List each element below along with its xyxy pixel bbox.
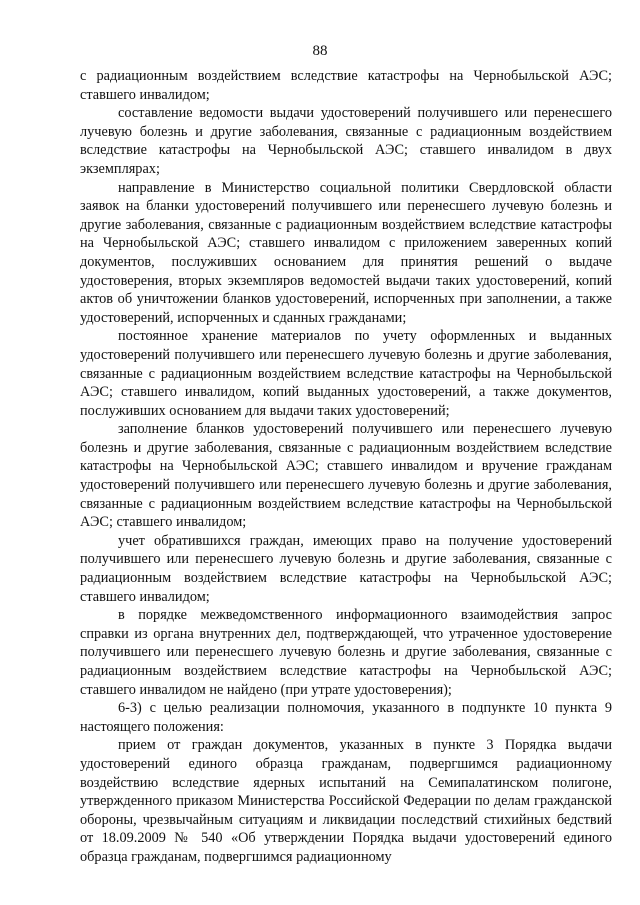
paragraph-document-intake: прием от граждан документов, указанных в пункте 3 Порядка выдачи удостоверений единого образца гражданам, подвергшимся радиационному воздействию вследствие ядерных испытаний на Семипалатинском полигоне, утвержденного приказом Министерства Российской Федерации по делам гражданской обороны, чрезвычайным ситуациям и ликвидации последствий стихийных бедствий от 18.09.2009 № 540 «Об утверждении Порядка выдачи удостоверений единого образца гражданам, подвергшимся радиационному [80,737,612,865]
page-number: 88 [312,43,328,59]
paragraph-ministry-applications: направление в Министерство социальной политики Свердловской области заявок на бланки удостоверений получившего или перенесшего лучевую болезнь и другие заболевания, связанные с радиационным воздействием вследствие катастрофы на Чернобыльской АЭС; ставшего инвалидом с приложением заверенных копий документов, послуживших основанием для принятия решений о выдаче удостоверения, вторых экземпляров ведомостей выдачи таких удостоверений, копий актов об уничтожении бланков удостоверений, испорченных при заполнении, а также удостоверений, испорченных и сданных гражданами; [80,179,612,326]
document-body [80,67,612,867]
paragraph-interagency-request: в порядке межведомственного информационного взаимодействия запрос справки из органа внутренних дел, подтверждающей, что утраченное удостоверение получившего или перенесшего лучевую болезнь и другие заболевания, связанные с радиационным воздействием вследствие катастрофы на Чернобыльской АЭС; ставшего инвалидом не найдено (при утрате удостоверения); [80,607,612,698]
paragraph-item-6-3: 6-3) с целью реализации полномочия, указанного в подпункте 10 пункта 9 настоящего положения: [80,700,612,735]
paragraph-statement-compilation: составление ведомости выдачи удостоверений получившего или перенесшего лучевую болезнь и другие заболевания, связанные с радиационным воздействием вследствие катастрофы на Чернобыльской АЭС; ставшего инвалидом в двух экземплярах; [80,105,612,177]
paragraph-citizen-records: учет обратившихся граждан, имеющих право на получение удостоверений получившего или перенесшего лучевую болезнь и другие заболевания, связанные с радиационным воздействием вследствие катастрофы на Чернобыльской АЭС; ставшего инвалидом; [80,532,612,605]
paragraph-blank-filling: заполнение бланков удостоверений получившего или перенесшего лучевую болезнь и другие заболевания, связанные с радиационным воздействием вследствие катастрофы на Чернобыльской АЭС; ставшего инвалидом и вручение гражданам удостоверений получившего или перенесшего лучевую болезнь и другие заболевания, связанные с радиационным воздействием вследствие катастрофы на Чернобыльской АЭС; ставшего инвалидом; [80,421,612,531]
paragraph-permanent-storage: постоянное хранение материалов по учету оформленных и выданных удостоверений получившего или перенесшего лучевую болезнь и другие заболевания, связанные с радиационным воздействием вследствие катастрофы на Чернобыльской АЭС; ставшего инвалидом, копий выданных удостоверений, а также документов, послуживших основанием для выдачи таких удостоверений; [80,328,612,419]
paragraph-continuation: с радиационным воздействием вследствие катастрофы на Чернобыльской АЭС; ставшего инвалидом; [80,68,612,103]
